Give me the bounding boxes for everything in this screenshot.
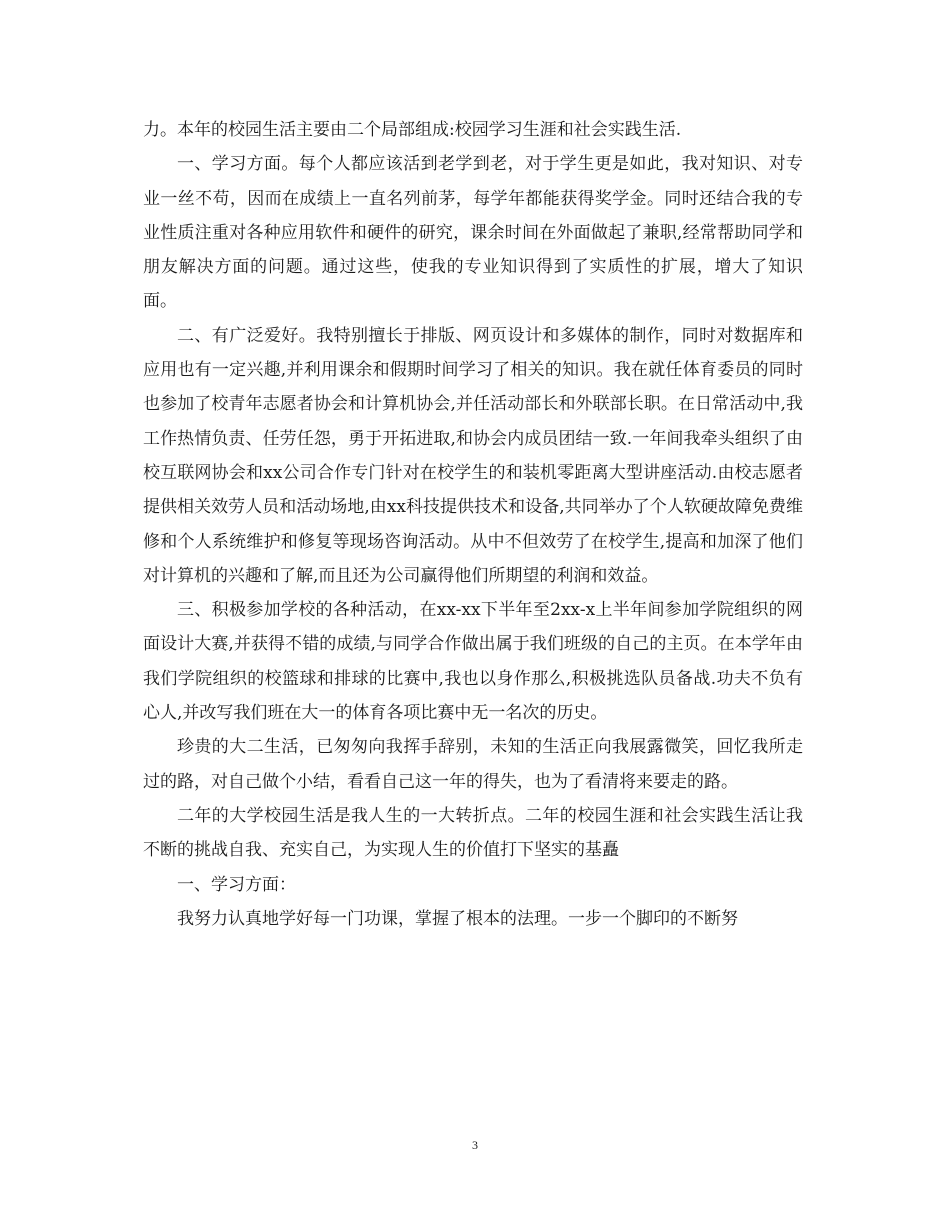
paragraph-hobbies: 二、有广泛爱好。我特别擅长于排版、网页设计和多媒体的制作，同时对数据库和应用也有一定兴趣,并利用课余和假期时间学习了相关的知识。我在就任体育委员的同时也参加了校青年志愿者协会和计算机协会,并任活动部长和外联部长职。在日常活动中,我工作热情负责、任劳任怨，勇于开拓进取,和协会内成员团结一致.一年间我牵头组织了由校互联网协会和xx公司合作专门针对在校学生的和装机零距离大型讲座活动.由校志愿者提供相关效劳人员和活动场地,由xx科技提供技术和设备,共同举办了个人软硬故障免费维修和个人系统维护和修复等现场咨询活动。从中不但效劳了在校学生,提高和加深了他们对计算机的兴趣和了解,而且还为公司赢得他们所期望的利润和效益。 xyxy=(143,325,803,586)
section-heading-study: 一、学习方面： xyxy=(177,874,296,895)
paragraph-turning-point: 二年的大学校园生活是我人生的一大转折点。二年的校园生涯和社会实践生活让我不断的挑战自我、充实自己，为实现人生的价值打下坚实的基矗 xyxy=(143,805,803,861)
paragraph-sophomore-life: 珍贵的大二生活，已匆匆向我挥手辞别，未知的生活正向我展露微笑，回忆我所走过的路，对自己做个小结，看看自己这一年的得失，也为了看清将来要走的路。 xyxy=(143,737,803,792)
paragraph-activities: 三、积极参加学校的各种活动，在xx-xx下半年至2xx-x上半年间参加学院组织的网面设计大赛,并获得不错的成绩,与同学合作做出属于我们班级的自己的主页。在本学年由我们学院组织的校篮球和排球的比赛中,我也以身作那么,积极挑选队员备战.功夫不负有心人,并改写我们班在大一的体育各项比赛中无一名次的历史。 xyxy=(143,600,803,724)
paragraph-effort: 我努力认真地学好每一门功课，掌握了根本的法理。一步一个脚印的不断努 xyxy=(177,908,738,929)
page-number: 3 xyxy=(472,1138,478,1152)
document-body xyxy=(143,113,803,936)
paragraph-study: 一、学习方面。每个人都应该活到老学到老，对于学生更是如此，我对知识、对专业一丝不苟，因而在成绩上一直名列前茅，每学年都能获得奖学金。同时还结合我的专业性质注重对各种应用软件和硬件的研究，课余时间在外面做起了兼职,经常帮助同学和朋友解决方面的问题。通过这些，使我的专业知识得到了实质性的扩展，增大了知识面。 xyxy=(143,154,803,312)
paragraph-continuation: 力。本年的校园生活主要由二个局部组成:校园学习生涯和社会实践生活. xyxy=(143,120,682,140)
